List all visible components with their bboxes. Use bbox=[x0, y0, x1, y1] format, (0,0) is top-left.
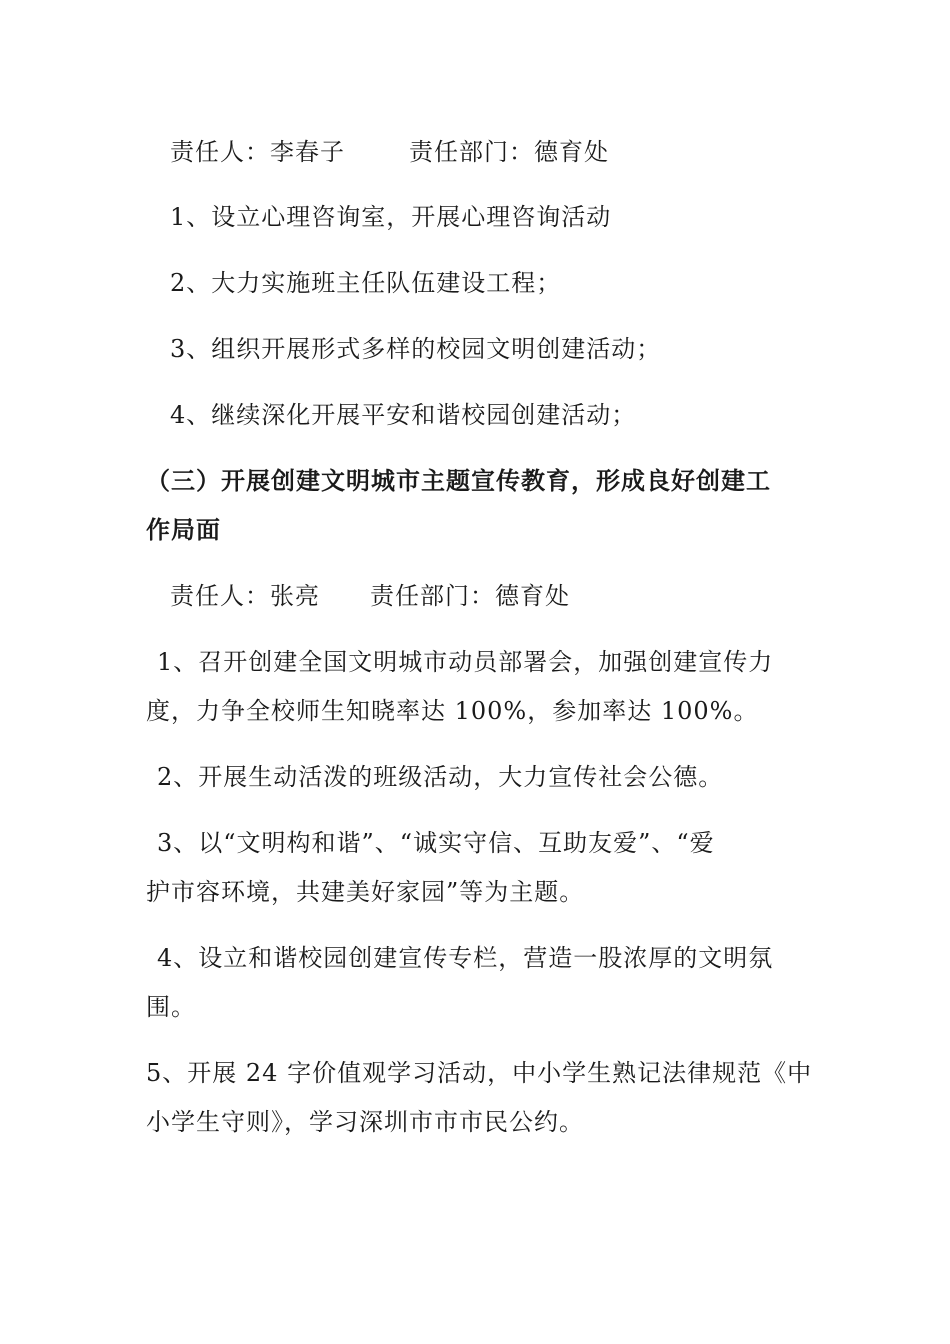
list-item: 1、召开创建全国文明城市动员部署会，加强创建宣传力 bbox=[157, 648, 774, 676]
responsible-person: 责任人：张亮 bbox=[170, 582, 320, 610]
responsibility-line-2 bbox=[170, 580, 570, 612]
list-item: 4、继续深化开展平安和谐校园创建活动； bbox=[170, 401, 637, 429]
responsible-person: 责任人：李春子 bbox=[170, 138, 345, 166]
list-item-continuation: 度，力争全校师生知晓率达 100%，参加率达 100%。 bbox=[146, 697, 759, 725]
responsible-dept: 责任部门：德育处 bbox=[409, 138, 609, 166]
list-item: 5、开展 24 字价值观学习活动，中小学生熟记法律规范《中 bbox=[146, 1059, 813, 1087]
list-item: 2、大力实施班主任队伍建设工程； bbox=[170, 269, 562, 297]
responsibility-line-1 bbox=[170, 136, 609, 168]
list-item: 2、开展生动活泼的班级活动，大力宣传社会公德。 bbox=[157, 763, 724, 791]
list-item: 1、设立心理咨询室，开展心理咨询活动 bbox=[170, 203, 612, 231]
list-item-continuation: 围。 bbox=[146, 993, 196, 1021]
list-item: 4、设立和谐校园创建宣传专栏，营造一股浓厚的文明氛 bbox=[157, 944, 774, 972]
section-heading-line1: （三）开展创建文明城市主题宣传教育，形成良好创建工 bbox=[146, 467, 771, 495]
list-item-continuation: 小学生守则》，学习深圳市市市民公约。 bbox=[146, 1108, 584, 1136]
section-heading-line2: 作局面 bbox=[146, 516, 221, 544]
responsible-dept: 责任部门：德育处 bbox=[370, 582, 570, 610]
list-item-continuation: 护市容环境，共建美好家园”等为主题。 bbox=[146, 878, 585, 906]
list-item: 3、组织开展形式多样的校园文明创建活动； bbox=[170, 335, 662, 363]
list-item: 3、以“文明构和谐”、“诚实守信、互助友爱”、“爱 bbox=[157, 829, 715, 857]
